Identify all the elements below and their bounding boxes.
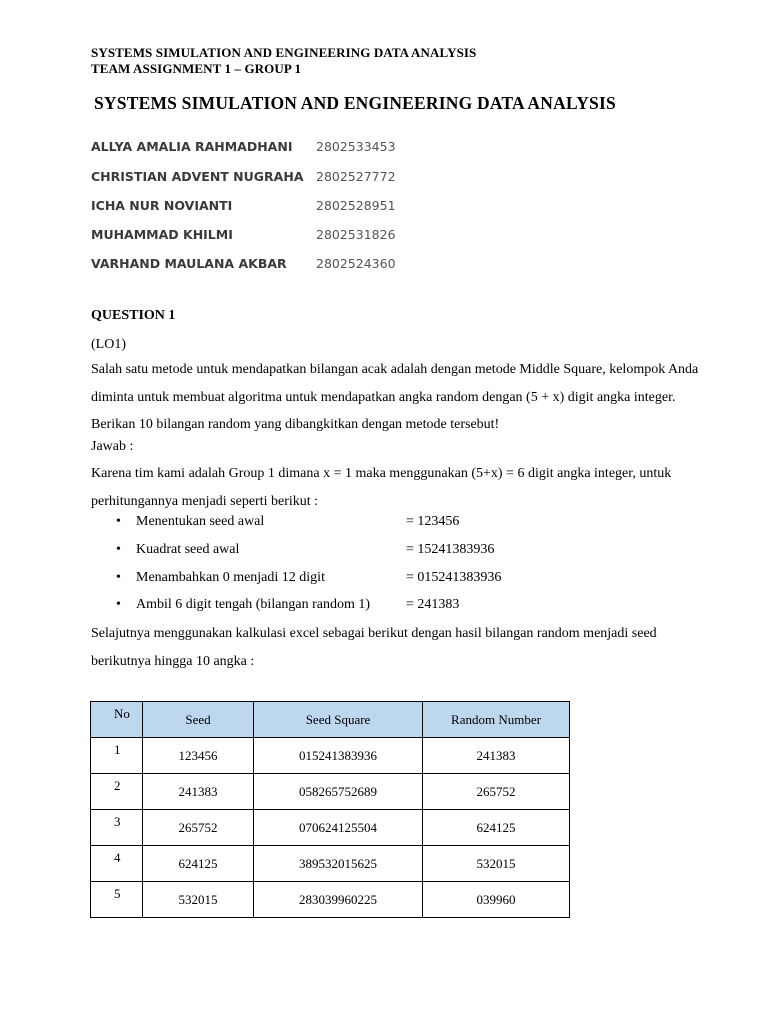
random-number-table (90, 701, 570, 918)
column-header-no: No (91, 702, 143, 738)
running-header-line-1: SYSTEMS SIMULATION AND ENGINEERING DATA ANALYSIS (91, 45, 477, 60)
step-label: Ambil 6 digit tengah (bilangan random 1) (136, 597, 371, 612)
member-id: 2802527772 (316, 169, 396, 184)
cell-seed-square: 283039960225 (254, 882, 423, 918)
member-id: 2802531826 (316, 227, 396, 242)
followup-paragraph: Selajutnya menggunakan kalkulasi excel sebagai berikut dengan hasil bilangan random menjadi seed berikutnya hingga 10 angka : (91, 626, 657, 669)
table-header-row (91, 702, 570, 738)
column-header-seed-square: Seed Square (254, 702, 423, 738)
column-header-seed: Seed (143, 702, 254, 738)
table-row (91, 810, 570, 846)
member-name: CHRISTIAN ADVENT NUGRAHA (91, 169, 304, 184)
step-label: Menambahkan 0 menjadi 12 digit (136, 570, 325, 585)
cell-seed-square: 389532015625 (254, 846, 423, 882)
cell-seed: 265752 (143, 810, 254, 846)
running-header-line-2: TEAM ASSIGNMENT 1 – GROUP 1 (91, 61, 302, 76)
question-heading: QUESTION 1 (91, 308, 176, 323)
cell-random-number: 624125 (423, 810, 570, 846)
column-header-random-number: Random Number (423, 702, 570, 738)
cell-no: 2 (91, 774, 143, 810)
bullet: • (116, 542, 121, 557)
answer-label: Jawab : (91, 439, 134, 454)
member-name: ALLYA AMALIA RAHMADHANI (91, 139, 293, 154)
cell-random-number: 532015 (423, 846, 570, 882)
cell-seed: 123456 (143, 738, 254, 774)
table-row (91, 846, 570, 882)
member-name: MUHAMMAD KHILMI (91, 227, 233, 242)
member-id: 2802533453 (316, 139, 396, 154)
step-label: Kuadrat seed awal (136, 542, 240, 557)
table-row (91, 774, 570, 810)
cell-random-number: 241383 (423, 738, 570, 774)
table-row (91, 882, 570, 918)
table-row (91, 738, 570, 774)
cell-seed-square: 015241383936 (254, 738, 423, 774)
step-value: = 241383 (406, 597, 460, 612)
cell-seed-square: 070624125504 (254, 810, 423, 846)
question-prompt: Salah satu metode untuk mendapatkan bilangan acak adalah dengan metode Middle Square, kelompok Anda diminta untuk membuat algoritma untuk mendapatkan angka random dengan (5 + x) digit angka integer. Berikan 10 bilangan random yang dibangkitkan dengan metode tersebut! (91, 362, 699, 432)
step-value: = 123456 (406, 514, 460, 529)
step-label: Menentukan seed awal (136, 514, 265, 529)
member-name: ICHA NUR NOVIANTI (91, 198, 233, 213)
document-title: SYSTEMS SIMULATION AND ENGINEERING DATA ANALYSIS (94, 93, 616, 113)
cell-seed: 532015 (143, 882, 254, 918)
bullet: • (116, 570, 121, 585)
member-name: VARHAND MAULANA AKBAR (91, 256, 287, 271)
step-value: = 015241383936 (406, 570, 502, 585)
cell-random-number: 039960 (423, 882, 570, 918)
learning-outcome: (LO1) (91, 337, 126, 352)
cell-no: 1 (91, 738, 143, 774)
cell-no: 4 (91, 846, 143, 882)
member-id: 2802524360 (316, 256, 396, 271)
bullet: • (116, 514, 121, 529)
answer-intro: Karena tim kami adalah Group 1 dimana x = 1 maka menggunakan (5+x) = 6 digit angka integer, untuk perhitungannya menjadi seperti berikut : (91, 466, 672, 509)
cell-seed-square: 058265752689 (254, 774, 423, 810)
member-id: 2802528951 (316, 198, 396, 213)
step-value: = 15241383936 (406, 542, 495, 557)
cell-no: 3 (91, 810, 143, 846)
cell-no: 5 (91, 882, 143, 918)
cell-random-number: 265752 (423, 774, 570, 810)
cell-seed: 241383 (143, 774, 254, 810)
bullet: • (116, 597, 121, 612)
cell-seed: 624125 (143, 846, 254, 882)
